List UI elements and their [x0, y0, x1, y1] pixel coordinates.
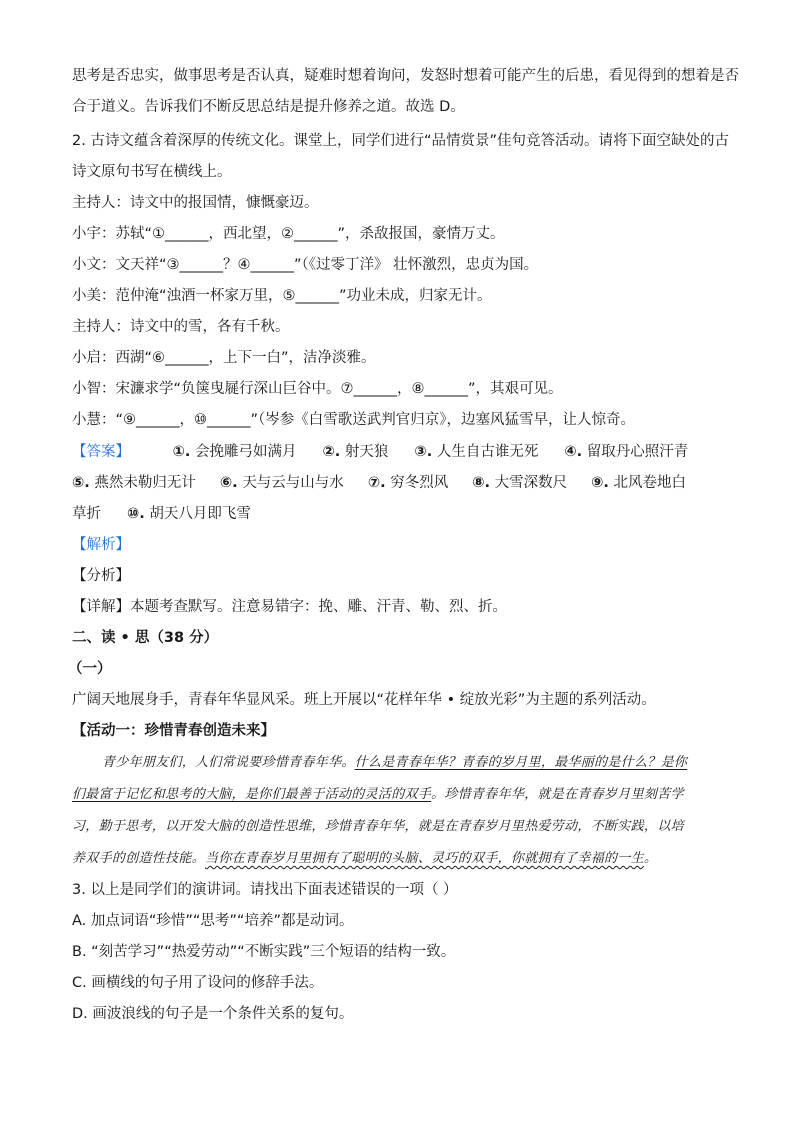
answer-item — [173, 442, 297, 462]
answer-number: ④. — [564, 444, 583, 460]
intro-line-1: 思考是否忠实，做事思考是否认真，疑难时想着询问，发怒时想着可能产生的后患，看见得到的想着是否 — [72, 68, 739, 84]
answer-continuation: 草折 — [72, 506, 101, 522]
host-line-2: 主持人：诗文中的雪，各有千秋。 — [72, 319, 290, 335]
speech-line-3: 习，勤于思考，以开发大脑的创造性思维，珍惜青春年华，就是在青春岁月里热爱劳动，不断实践，以培 — [72, 819, 684, 834]
answer-line-1 — [72, 442, 722, 462]
answer-item — [564, 442, 688, 462]
option-d: D. 画波浪线的句子是一个条件关系的复句。 — [72, 1006, 354, 1022]
answer-item — [72, 473, 196, 493]
answer-number: ⑦. — [367, 475, 386, 491]
section-2-title: 二、读 • 思（38 分） — [72, 630, 219, 646]
section-2-intro: 广阔天地展身手，青春年华显风采。班上开展以“花样年华 • 绽放光彩”为主题的系列活动。 — [72, 692, 656, 708]
speech-text: 养双手的创造性技能。 — [72, 851, 206, 866]
answer-text: 会挽雕弓如满月 — [195, 444, 297, 460]
xiaomei-line: 小美：范仲淹“浊酒一杯家万里，⑤______”功业未成，归家无计。 — [72, 288, 492, 304]
answer-number: ⑧. — [472, 475, 491, 491]
answer-number: ⑩. — [127, 506, 145, 522]
answer-number: ①. — [172, 444, 191, 460]
speech-text: 。珍惜青春年华，就是在青春岁月里刻苦学 — [431, 787, 684, 802]
xiaoqi-line: 小启：西湖“⑥______，上下一白”，洁净淡雅。 — [72, 350, 376, 366]
speech-line-1 — [102, 753, 722, 773]
option-a: A. 加点词语“珍惜”“思考”“培养”都是动词。 — [72, 913, 354, 929]
activity-1-heading: 【活动一：珍惜青春创造未来】 — [72, 723, 275, 739]
answer-line-3 — [72, 504, 722, 524]
answer-number: ③. — [414, 444, 433, 460]
detail-text: 本题考查默写。注意易错字：挽、雕、汗青、勒、烈、折。 — [130, 599, 507, 615]
answer-number: ⑤. — [72, 475, 90, 491]
answer-text: 北风卷地白 — [613, 475, 687, 491]
answer-text: 人生自古谁无死 — [436, 444, 539, 460]
answer-text: 燕然未勒归无计 — [94, 475, 196, 491]
underlined-sentence: 们最富于记忆和思考的大脑，是你们最善于活动的灵活的双手 — [72, 787, 432, 802]
answer-text: 穷冬烈风 — [390, 475, 449, 491]
wavy-underlined-sentence: 当你在青春岁月里拥有了聪明的头脑、灵巧的双手，你就拥有了幸福的一生 — [205, 851, 644, 866]
answer-number: ⑨. — [591, 475, 609, 491]
speech-text: 青少年朋友们，人们常说要珍惜青春年华。 — [102, 755, 355, 770]
answer-number: ②. — [322, 444, 341, 460]
answer-text: 留取丹心照汗青 — [586, 444, 689, 460]
speech-text: 。 — [643, 851, 658, 866]
detail-label: 【详解】 — [72, 599, 130, 615]
speech-line-4 — [72, 849, 722, 869]
answer-item — [591, 473, 686, 493]
xiaowen-line: 小文：文天祥“③______？④______”（《过零丁洋》 壮怀激烈，忠贞为国。 — [72, 257, 539, 273]
underlined-sentence: 什么是青春年华？青春的岁月里，最华丽的是什么？是你 — [354, 755, 688, 770]
option-b: B. “刻苦学习”“热爱劳动”“不断实践”三个短语的结构一致。 — [72, 944, 456, 960]
answer-item — [368, 473, 448, 493]
answer-item — [220, 473, 344, 493]
speech-line-2 — [72, 785, 722, 805]
answer-label: 【答案】 — [72, 444, 130, 460]
analysis-label: 【解析】 — [72, 537, 130, 553]
answer-number: ⑥. — [219, 475, 238, 491]
answer-item — [414, 442, 538, 462]
question-3-stem: 3. 以上是同学们的演讲词。请找出下面表述错误的一项（ ） — [72, 882, 458, 898]
answer-text: 胡天八月即飞雪 — [149, 506, 251, 522]
intro-line-2: 合于道义。告诉我们不断反思总结是提升修养之道。故选 D。 — [72, 99, 465, 115]
question-2-stem-line-1: 2. 古诗文蕴含着深厚的传统文化。课堂上，同学们进行“品情赏景”佳句竞答活动。请将下面空缺处的古 — [72, 133, 729, 149]
answer-text: 天与云与山与水 — [242, 475, 344, 491]
fenxi-label: 【分析】 — [72, 568, 130, 584]
answer-text: 射天狼 — [344, 444, 389, 460]
answer-line-2 — [72, 473, 722, 493]
answer-item — [472, 473, 567, 493]
xiaoyu-line: 小宇：苏轼“①______，西北望，②______”，杀敌报国，豪情万丈。 — [72, 226, 505, 242]
xiaohui-line: 小慧：“⑨______，⑩______”（岑参《白雪歌送武判官归京》，边塞风猛雪早，让人惊奇。 — [72, 412, 636, 428]
detail-line — [72, 597, 722, 617]
answer-item — [323, 442, 389, 462]
xiaozhi-line: 小智：宋濂求学“负箧曳屣行深山巨谷中。⑦______，⑧______”，其艰可见。 — [72, 381, 563, 397]
option-c: C. 画横线的句子用了设问的修辞手法。 — [72, 975, 324, 991]
answer-text: 大雪深数尺 — [494, 475, 568, 491]
question-2-stem-line-2: 诗文原句书写在横线上。 — [72, 164, 232, 180]
host-line-1: 主持人：诗文中的报国情，慷慨豪迈。 — [72, 195, 319, 211]
part-1-heading: （一） — [68, 661, 112, 677]
